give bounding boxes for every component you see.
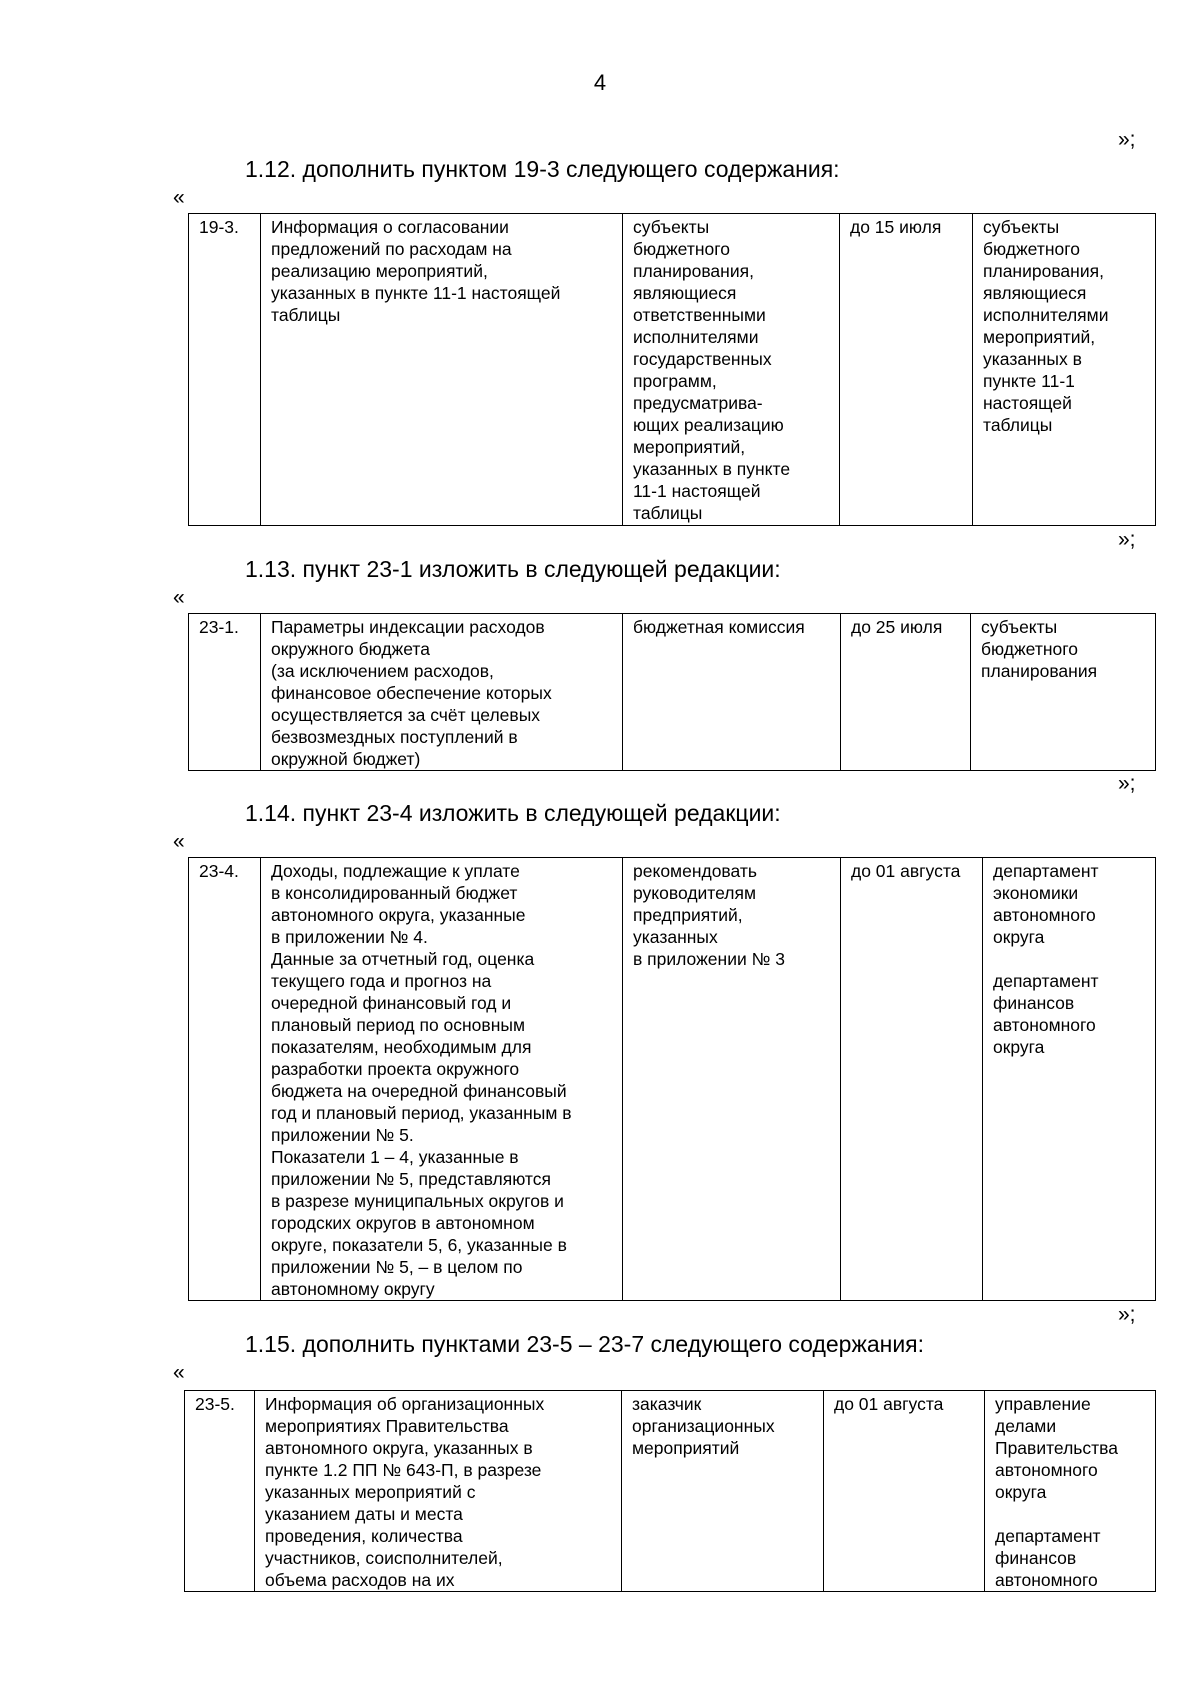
item-number: 19-3.: [189, 214, 261, 526]
section-heading: 1.14. пункт 23-4 изложить в следующей редакции:: [245, 800, 781, 826]
section-heading: 1.12. дополнить пунктом 19-3 следующего содержания:: [245, 156, 840, 182]
deadline-cell: до 01 августа: [841, 858, 983, 1301]
item-number: 23-1.: [189, 614, 261, 771]
info-cell: Доходы, подлежащие к уплате в консолидированный бюджет автономного округа, указанные в приложении № 4. Данные за отчетный год, оценка текущего года и прогноз на очередной финансовый год и плановый период по основным показателям, необходимым для разработки проекта окружного бюджета на очередной финансовый год и плановый период, указанным в приложении № 5. Показатели 1 – 4, указанные в приложении № 5, представляются в разрезе муниципальных округов и городских округов в автономном округе, показатели 5, 6, указанные в приложении № 5, – в целом по автономному округу: [261, 858, 623, 1301]
closing-quote: »;: [1118, 528, 1136, 551]
provider-cell: рекомендовать руководителям предприятий, указанных в приложении № 3: [623, 858, 841, 1301]
opening-quote: «: [173, 830, 185, 853]
closing-quote: »;: [1118, 1303, 1136, 1326]
amendment-table: [188, 213, 1156, 526]
table-row: [185, 1391, 1156, 1592]
recipient-cell: управление делами Правительства автономного округа департамент финансов автономного: [985, 1391, 1156, 1592]
deadline-cell: до 15 июля: [840, 214, 973, 526]
section-heading: 1.15. дополнить пунктами 23-5 – 23-7 следующего содержания:: [245, 1331, 925, 1357]
provider-cell: субъекты бюджетного планирования, являющиеся ответственными исполнителями государственных программ, предусматрива- ющих реализацию мероприятий, указанных в пункте 11-1 настоящей таблицы: [623, 214, 840, 526]
item-number: 23-5.: [185, 1391, 255, 1592]
info-cell: Информация об организационных мероприятиях Правительства автономного округа, указанных в пункте 1.2 ПП № 643-П, в разрезе указанных мероприятий с указанием даты и места проведения, количества участников, соисполнителей, объема расходов на их: [255, 1391, 622, 1592]
recipient-cell: субъекты бюджетного планирования: [971, 614, 1156, 771]
section-heading: 1.13. пункт 23-1 изложить в следующей редакции:: [245, 556, 781, 582]
opening-quote: «: [173, 586, 185, 609]
table-row: [189, 614, 1156, 771]
amendment-table: [188, 613, 1156, 771]
deadline-cell: до 01 августа: [824, 1391, 985, 1592]
provider-cell: заказчик организационных мероприятий: [622, 1391, 824, 1592]
deadline-cell: до 25 июля: [841, 614, 971, 771]
item-number: 23-4.: [189, 858, 261, 1301]
opening-quote: «: [173, 1361, 185, 1384]
info-cell: Информация о согласовании предложений по расходам на реализацию мероприятий, указанных в пункте 11-1 настоящей таблицы: [261, 214, 623, 526]
page-number: 4: [593, 70, 607, 95]
recipient-cell: департамент экономики автономного округа департамент финансов автономного округа: [983, 858, 1156, 1301]
amendment-table: [184, 1390, 1156, 1592]
amendment-table: [188, 857, 1156, 1301]
closing-quote: »;: [1118, 772, 1136, 795]
table-row: [189, 858, 1156, 1301]
provider-cell: бюджетная комиссия: [623, 614, 841, 771]
recipient-cell: субъекты бюджетного планирования, являющиеся исполнителями мероприятий, указанных в пункте 11-1 настоящей таблицы: [973, 214, 1156, 526]
table-row: [189, 214, 1156, 526]
info-cell: Параметры индексации расходов окружного бюджета (за исключением расходов, финансовое обеспечение которых осуществляется за счёт целевых безвозмездных поступлений в окружной бюджет): [261, 614, 623, 771]
opening-quote: «: [173, 186, 185, 209]
closing-quote: »;: [1118, 128, 1136, 151]
